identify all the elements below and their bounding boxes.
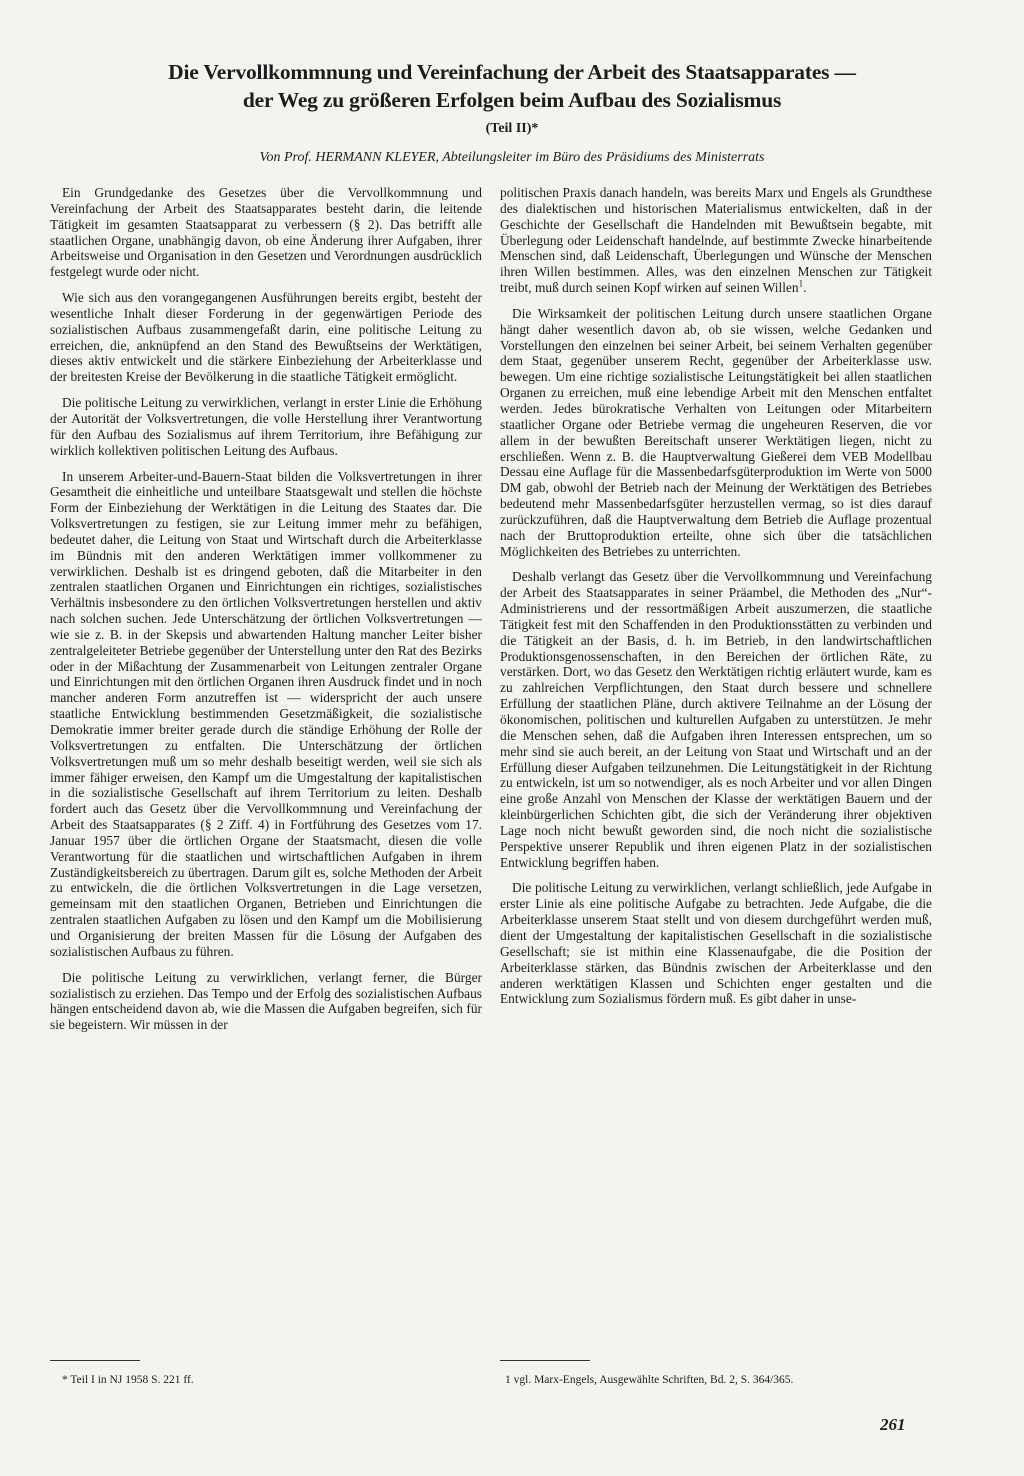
right-column [500,185,932,1017]
paragraph-text: politischen Praxis danach handeln, was bereits Marx und Engels als Grundthese des dialektischen und historischen Materialismus entwickelten, daß in der Geschichte der Gesellschaft die Handelnden mit Bewußtsein begabte, mit Überlegung oder Leidenschaft handelnde, auf bestimmte Zwecke hinarbeitende Menschen sind, daß Leidenschaft, Überlegungen und Wünsche der Menschen ihren Willen bestimmen. Alles, was den einzelnen Menschen zur Tätigkeit treibt, muß durch seinen Kopf wirken auf seinen Willen [500,185,932,296]
footnote-rule-right [500,1360,590,1361]
paragraph: In unserem Arbeiter-und-Bauern-Staat bilden die Volksvertretungen in ihrer Gesamtheit die einheitliche und unteilbare Staatsgewalt und stellen die höchste Form der Einbeziehung der Werktätigen in die Leitung des Staates dar. Die Volksvertretungen zu festigen, sie zur Leitung immer mehr zu befähigen, bedeutet daher, die Leitung von Staat und Wirtschaft durch die Arbeiterklasse im Bündnis mit den anderen Werktätigen immer vollkommener zu verwirklichen. Deshalb ist es dringend geboten, daß die Mitarbeiter in den zentralen staatlichen Organen und Einrichtungen ein richtiges, sozialistisches Verhältnis insbesondere zu den örtlichen Volksvertretungen herstellen und aktiv nach solchen suchen. Jede Unterschätzung der örtlichen Volksvertretungen — wie sie z. B. in der Skepsis und abwartenden Haltung mancher Leiter bisher zentralgeleiteter Betriebe gegenüber der Unterstellung unter den Rat des Bezirks oder in der Mißachtung der Zusammenarbeit von Leitungen zentraler Organe und Einrichtungen mit den örtlichen Organen ihren Ausdruck findet und in noch mancher anderen Form anzutreffen ist — widerspricht der auch unsere staatliche Entwicklung bestimmenden Gesetzmäßigkeit, die sozialistische Demokratie immer breiter gerade durch die ständige Erhöhung der Rolle der Volksvertretungen zu entfalten. Die Unterschätzung der örtlichen Volksvertretungen muß um so mehr deshalb beseitigt werden, weil sie sich als immer fähiger erweisen, den Kampf um die Umgestaltung der kapitalistischen in die sozialistische Gesellschaft auf ihrem Territorium zu leiten. Deshalb fordert auch das Gesetz über die Vervollkommnung und Vereinfachung der Arbeit des Staatsapparates (§ 2 Ziff. 4) in Fortführung des Gesetzes vom 17. Januar 1957 über die örtlichen Organe der Staatsmacht, diesen die volle Verantwortung für die staatlichen und wirtschaftlichen Aufgaben in ihrem Zuständigkeitsbereich zu übertragen. Darum gilt es, solche Methoden der Arbeit zu entwickeln, die die örtlichen Volksvertretungen in die Lage versetzen, gemeinsam mit den staatlichen Organen, Betrieben und Einrichtungen die zentralen staatlichen Aufgaben zu lösen und den Kampf um die Mobilisierung und Organisierung der breiten Massen für die Lösung der Aufgaben des sozialistischen Aufbaus zu führen. [50,468,482,959]
paragraph: Deshalb verlangt das Gesetz über die Vervollkommnung und Vereinfachung der Arbeit des Staatsapparates in seiner Präambel, die Methoden des „Nur“-Administrierens und der ressortmäßigen Arbeit auszumerzen, die staatliche Tätigkeit fest mit den Schaffenden in den Produktionsstätten zu verbinden und die Tätigkeit an der Basis, d. h. im Betrieb, in den landwirtschaftlichen Produktionsgenossenschaften, in den Bereichen der örtlichen Räte, zu verstärken. Dort, wo das Gesetz den Werktätigen richtig erläutert wurde, kam es zu zahlreichen Verpflichtungen, den Staat durch bessere und schnellere Erfüllung der staatlichen Pläne, durch aktivere Teilnahme an der Lösung der ökonomischen, politischen und kulturellen Aufgaben zu unterstützen. Je mehr die Menschen sehen, daß die Aufgaben ihren Interessen entsprechen, um so mehr sind sie auch bereit, an der Leitung von Staat und Wirtschaft und an der Erfüllung dieser Aufgaben teilzunehmen. Die Leitungstätigkeit in der Richtung zu entwickeln, ist um so notwendiger, als es noch Arbeiter und vor allen Dingen eine große Anzahl von Menschen der Klasse der werktätigen Bauern und der kleinbürgerlichen Schichten gibt, die sich der Veränderung ihrer objektiven Lage noch nicht bewußt geworden sind, die noch nicht die sozialistische Perspektive unserer Republik und ihren eigenen Platz in der sozialistischen Entwicklung begriffen haben. [500,569,932,870]
paragraph: politischen Praxis danach handeln, was bereits Marx und Engels als Grundthese des dialektischen und historischen Materialismus entwickelten, daß in der Geschichte der Gesellschaft die Handelnden mit Bewußtsein begabte, mit Überlegung oder Leidenschaft handelnde, auf bestimmte Zwecke hinarbeitende Menschen sind, daß Leidenschaft, Überlegungen und Wünsche der Menschen ihren Willen bestimmen. Alles, was den einzelnen Menschen zur Tätigkeit treibt, muß durch seinen Kopf wirken auf seinen Willen$^1$. [500,185,932,296]
paragraph: Wie sich aus den vorangegangenen Ausführungen bereits ergibt, besteht der wesentliche Inhalt dieser Forderung in der gegenwärtigen Periode des sozialistischen Aufbaus zusammengefaßt darin, eine politische Leitung zu erreichen, die, anknüpfend an den Stand des Bewußtseins der Werktätigen, dieses aktiv entwickelt und die stärkere Einbeziehung der Arbeiterklasse und der breitesten Kreise der Bevölkerung in die staatliche Tätigkeit ermöglicht. [50,290,482,385]
article-title-line-1: Die Vervollkommnung und Vereinfachung der Arbeit des Staatsapparates — [168,60,856,84]
paragraph: Ein Grundgedanke des Gesetzes über die Vervollkommnung und Vereinfachung der Arbeit des Staatsapparates besteht darin, die leitende Tätigkeit im gesamten Staatsapparat zu verbessern (§ 2). Das betrifft alle staatlichen Organe, unabhängig davon, ob eine Änderung ihrer Aufgaben, ihrer Arbeitsweise und Organisation in den Gesetzen und Verordnungen ausdrücklich festgelegt wurde oder nicht. [50,185,482,280]
left-column [50,185,482,1043]
article-title-line-2: der Weg zu größeren Erfolgen beim Aufbau des Sozialismus [242,88,782,112]
paragraph: Die politische Leitung zu verwirklichen, verlangt in erster Linie die Erhöhung der Autorität der Volksvertretungen, die volle Herstellung ihrer Verantwortung für den Aufbau des Sozialismus auf ihrem Territorium, ihre Befähigung zur wirklich kollektiven politischen Leitung des Aufbaus. [50,395,482,458]
paragraph: Die Wirksamkeit der politischen Leitung durch unsere staatlichen Organe hängt daher wesentlich davon ab, ob sie wissen, welche Gedanken und Vorstellungen den einzelnen bei seiner Arbeit, bei seinem Verhalten gegenüber dem Staat, gegenüber unserem Recht, gegenüber der Arbeiterklasse usw. bewegen. Um eine richtige sozialistische Leitungstätigkeit bei allen staatlichen Organen zu erreichen, muß eine lebendige Arbeit mit den Menschen entfaltet werden. Jedes bürokratische Verhalten von Leitungen oder Mitarbeitern staatlicher Organe oder Betriebe vermag die ungeheuren Reserven, die vor allem in der bewußten Bereitschaft unserer Werktätigen liegen, nicht zu erschließen. Wenn z. B. die Hauptverwaltung Gießerei dem VEB Modellbau Dessau eine Auflage für die Massenbedarfsgüterproduktion im Werte von 5000 DM gab, obwohl der Betrieb nach der Meinung der Werktätigen des Betriebes bedeutend mehr Massenbedarfsgüter herzustellen vermag, so ist dies darauf zurückzuführen, daß die Hauptverwaltung dem Betrieb die Auflage prozentual nach der Bruttoproduktion erteilte, ohne sich über die tatsächlichen Möglichkeiten des Betriebes zu unterrichten. [500,305,932,559]
footnote-right: 1 vgl. Marx-Engels, Ausgewählte Schriften, Bd. 2, S. 364/365. [505,1374,794,1386]
page-number: 261 [880,1415,906,1434]
article-byline: Von Prof. HERMANN KLEYER, Abteilungsleiter im Büro des Präsidiums des Ministerrats [259,150,765,165]
article-title [40,58,984,114]
footnote-marker: 1 [798,278,804,289]
paragraph: Die politische Leitung zu verwirklichen, verlangt ferner, die Bürger sozialistisch zu erziehen. Das Tempo und der Erfolg des sozialistischen Aufbaus hängen entscheidend davon ab, wie die Massen die Aufgaben begreifen, sich für sie begeistern. Wir müssen in der [50,969,482,1033]
footnote-left: * Teil I in NJ 1958 S. 221 ff. [62,1374,194,1386]
article-part: (Teil II)* [485,121,539,136]
footnote-rule-left [50,1360,140,1361]
paragraph: Die politische Leitung zu verwirklichen, verlangt schließlich, jede Aufgabe in erster Linie als eine politische Aufgabe zu betrachten. Jede Aufgabe, die die Arbeiterklasse unserem Staat stellt und von diesem durchgeführt werden muß, dient der Umgestaltung der kapitalistischen Gesellschaft in die sozialistische Gesellschaft; sie ist mithin eine Klassenaufgabe, die die Position der Arbeiterklasse stärken, das Bündnis zwischen der Arbeiterklasse und den anderen werktätigen Klassen und Schichten enger gestalten und die Entwicklung zum Sozialismus fördern muß. Es gibt daher in unse- [500,880,932,1007]
